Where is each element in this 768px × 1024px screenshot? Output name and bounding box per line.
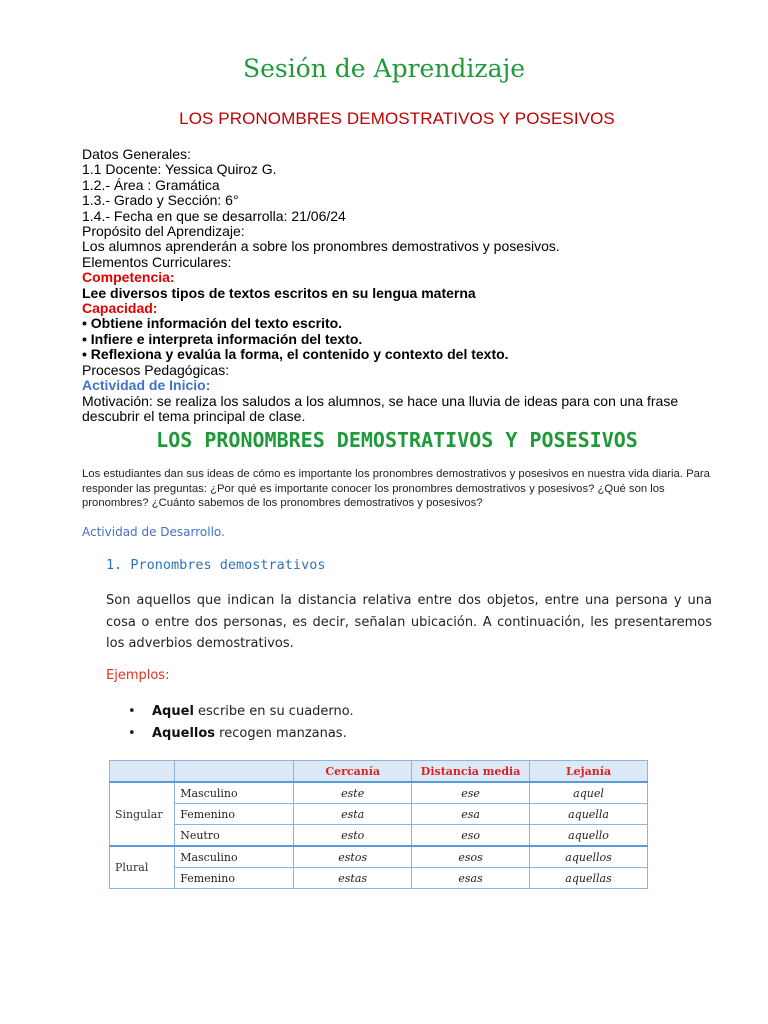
capacity-item: • Infiere e interpreta información del texto. [82,330,363,347]
table-row [110,782,648,804]
motivation-text: Motivación: se realiza los saludos a los alumnos, se hace una lluvia de ideas para con una frase descubrir el tema principal de clase. [82,392,679,424]
table-header-cell [175,761,294,783]
competence-label: Competencia: [82,269,175,286]
table-cell: ese [412,782,530,804]
demonstratives-table [109,760,648,889]
area-line: 1.2.- Área : Gramática [82,176,220,193]
section-big-title: LOS PRONOMBRES DEMOSTRATIVOS Y POSESIVOS [156,428,638,452]
curricular-label: Elementos Curriculares: [82,253,232,270]
table-cell: aquel [530,782,648,804]
table-header-row [110,761,648,783]
table-row [110,825,648,847]
gender-cell: Femenino [175,804,294,825]
table-cell: esta [294,804,412,825]
example-subject: Aquel [152,704,194,719]
table-header-cell: Lejanía [530,761,648,783]
example-subject: Aquellos [152,726,216,741]
date-line: 1.4.- Fecha en que se desarrolla: 21/06/24 [82,207,346,224]
examples-list [128,701,354,745]
page-title: Sesión de Aprendizaje [242,54,526,83]
gender-cell: Femenino [175,868,294,889]
bullet-icon: • [128,726,136,741]
purpose-text: Los alumnos aprenderán a sobre los pronombres demostrativos y posesivos. [82,238,560,255]
lesson-title: LOS PRONOMBRES DEMOSTRATIVOS Y POSESIVOS [179,109,615,128]
purpose-label: Propósito del Aprendizaje: [82,223,245,240]
table-header-cell [110,761,175,783]
gender-cell: Masculino [175,846,294,868]
table-cell: esos [412,846,530,868]
intro-paragraph: Los estudiantes dan sus ideas de cómo es importante los pronombres demostrativos y posesivos en nuestra vida diaria. Para responder las preguntas: ¿Por qué es importante conocer los pronombres demostrativos y posesivos? ¿Qué son los pronombres? ¿Cuánto sabemos de los pronombres demostrativos y posesivos? [82,468,710,509]
table-cell: aquellos [530,846,648,868]
table-row [110,846,648,868]
processes-label: Procesos Pedagógicas: [82,361,230,378]
table-row [110,868,648,889]
examples-label: Ejemplos: [106,668,170,683]
table-cell: eso [412,825,530,847]
section-heading: 1. Pronombres demostrativos [106,557,326,573]
table-cell: aquello [530,825,648,847]
capacity-label: Capacidad: [82,300,158,317]
table-cell: estas [294,868,412,889]
table-cell: este [294,782,412,804]
definition-paragraph: Son aquellos que indican la distancia relativa entre dos objetos, entre una persona y una cosa o entre dos personas, es decir, señalan ubicación. A continuación, les presentaremos los adverbios demostrativos. [106,593,712,651]
example-item [128,723,354,745]
capacity-item: • Reflexiona y evalúa la forma, el contenido y contexto del texto. [82,346,509,363]
general-data-section [82,147,722,424]
teacher-line: 1.1 Docente: Yessica Quiroz G. [82,161,277,178]
table-cell: aquellas [530,868,648,889]
number-cell: Plural [110,846,175,889]
competence-text: Lee diversos tipos de textos escritos en su lengua materna [82,284,476,301]
table-cell: esa [412,804,530,825]
number-cell: Singular [110,782,175,846]
grade-line: 1.3.- Grado y Sección: 6° [82,192,239,209]
table-header-cell: Distancia media [412,761,530,783]
general-data-label: Datos Generales: [82,146,191,162]
gender-cell: Masculino [175,782,294,804]
bullet-icon: • [128,704,136,719]
example-rest: recogen manzanas. [215,726,347,741]
table-cell: aquella [530,804,648,825]
table-row [110,804,648,825]
table-cell: esas [412,868,530,889]
capacity-item: • Obtiene información del texto escrito. [82,315,343,332]
development-activity-label: Actividad de Desarrollo. [82,525,225,539]
gender-cell: Neutro [175,825,294,847]
example-rest: escribe en su cuaderno. [193,704,354,719]
table-cell: esto [294,825,412,847]
example-item [128,701,354,723]
start-activity-label: Actividad de Inicio: [82,377,211,394]
table-cell: estos [294,846,412,868]
table-header-cell: Cercanía [294,761,412,783]
